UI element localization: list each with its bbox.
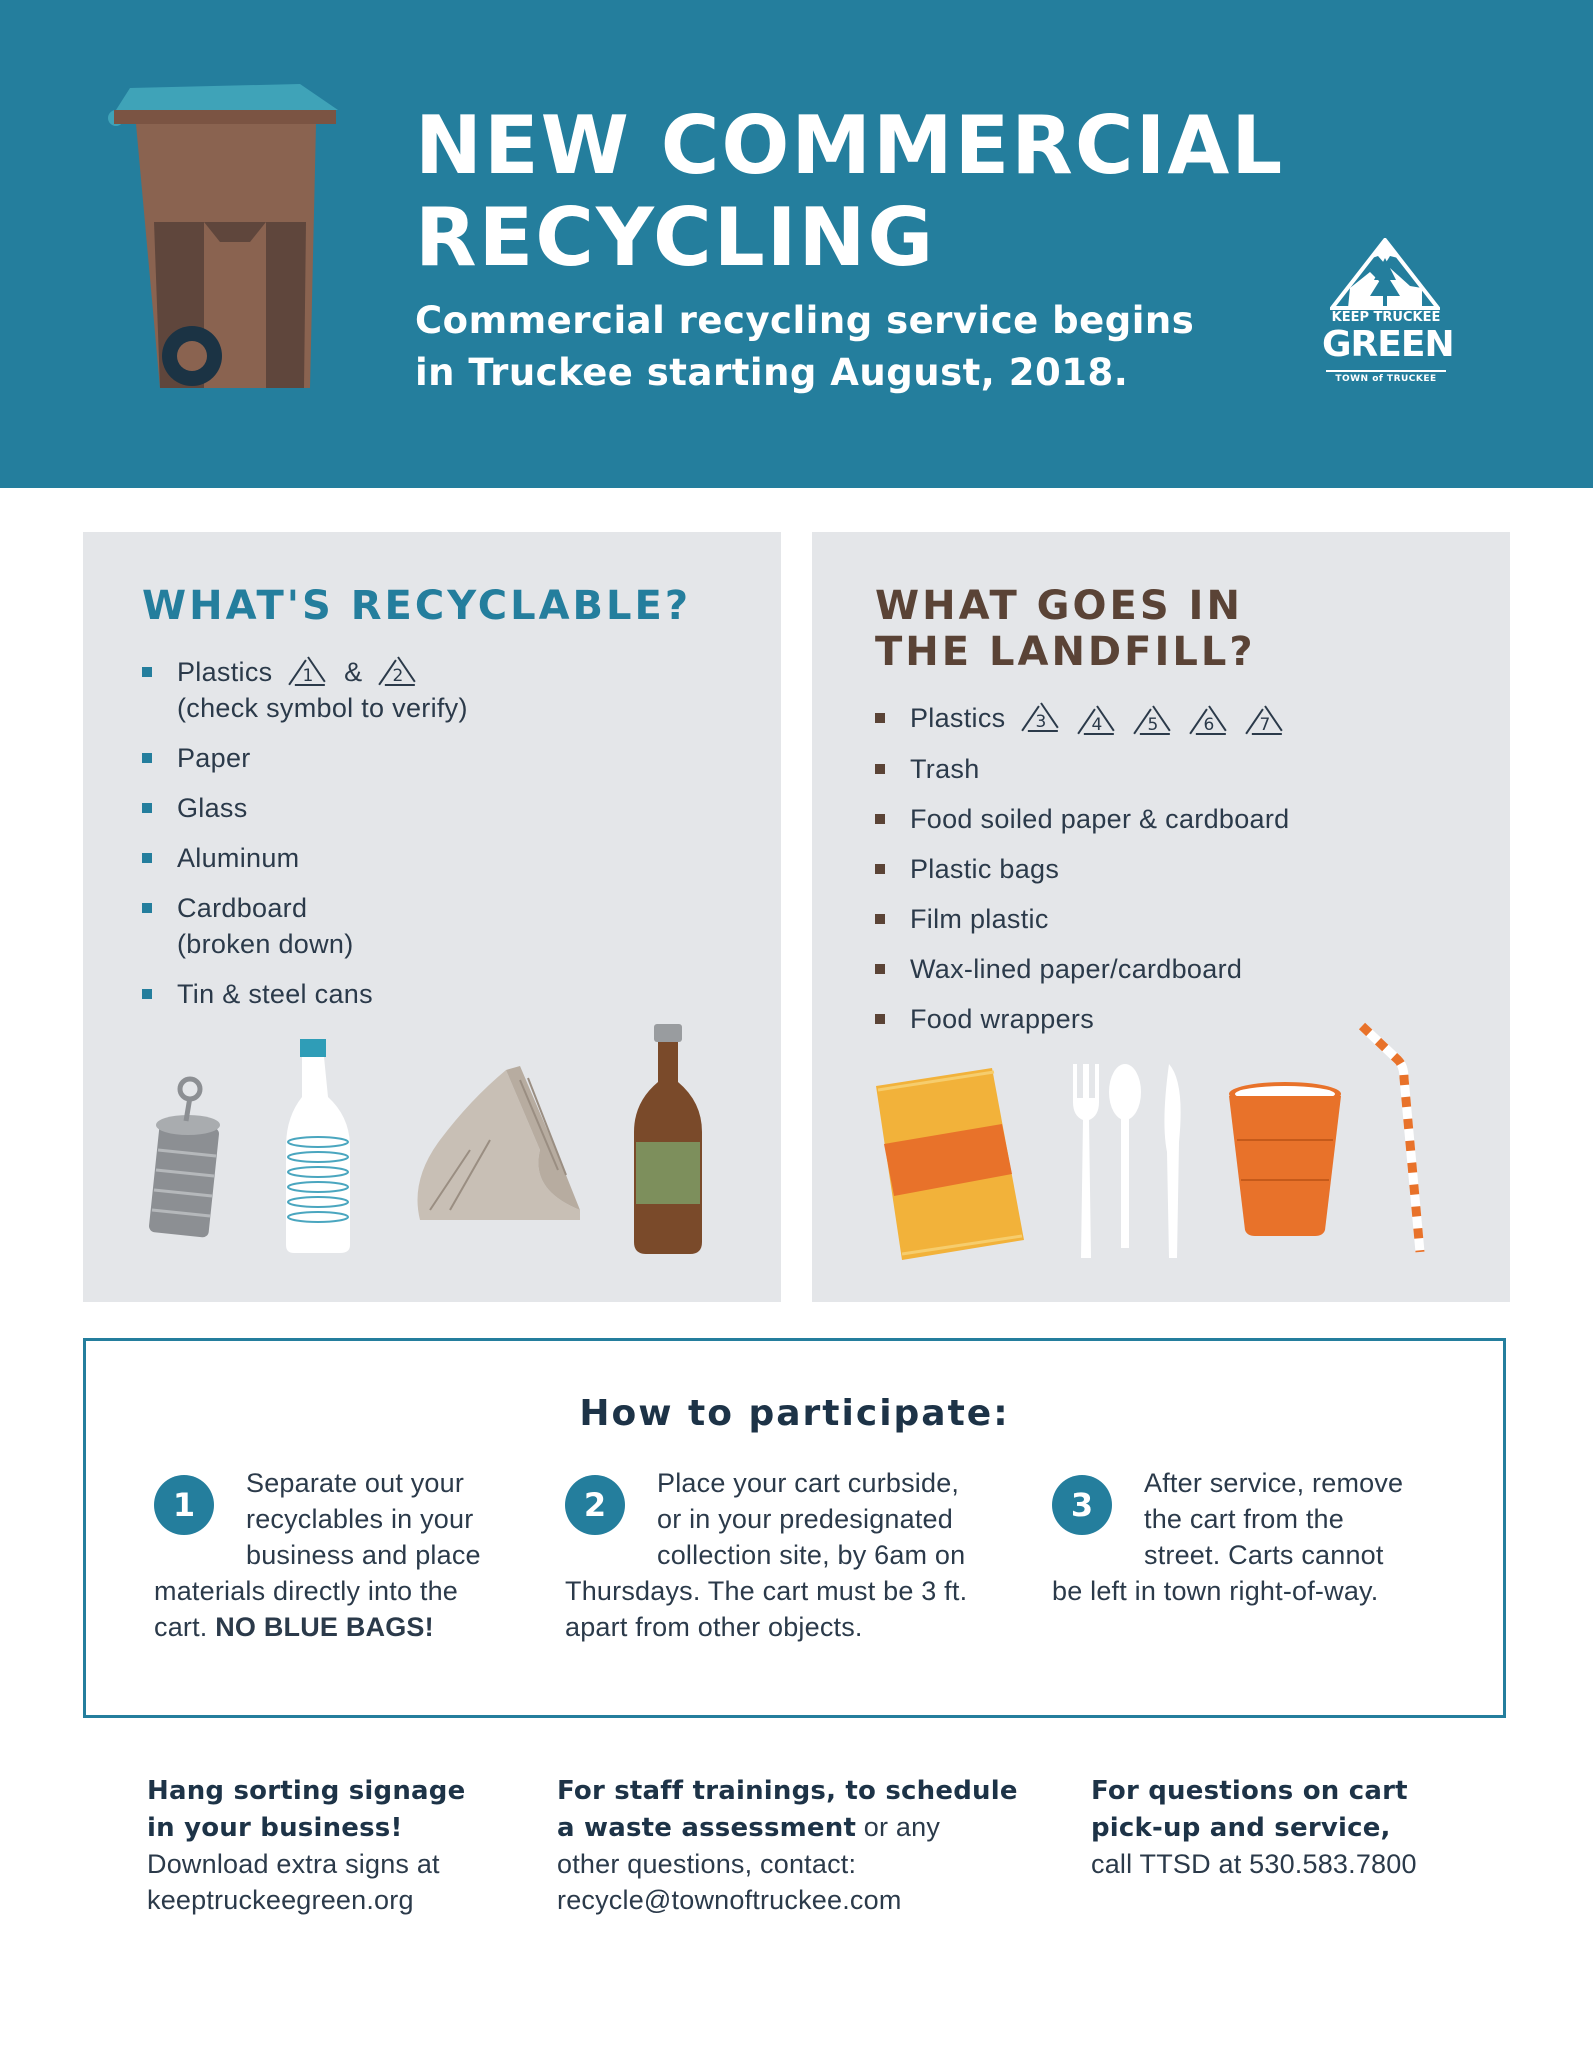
step-2-number: 2 [565, 1475, 625, 1535]
list-item: Cardboard (broken down) [142, 890, 742, 962]
footer-staff-training: For staff trainings, to schedule a waste assessment or any other questions, contact: recycle@townoftruckee.com [557, 1772, 1027, 1918]
step-1-text: Separate out your recyclables in your business and place materials directly into the cart. NO BLUE BAGS! [154, 1468, 481, 1642]
list-item: Food wrappers [875, 1001, 1495, 1037]
bullet-icon [142, 903, 152, 913]
step-3-text: After service, remove the cart from the street. Carts cannot be left in town right-of-way. [1052, 1468, 1404, 1606]
list-item: Plastics 3 4 5 6 7 [875, 700, 1495, 737]
list-item: Trash [875, 751, 1495, 787]
title-line-1: NEW COMMERCIAL [415, 99, 1285, 192]
list-item: Plastic bags [875, 851, 1495, 887]
recycle-symbol-3-icon [1019, 700, 1063, 734]
bullet-icon [142, 803, 152, 813]
bullet-icon [875, 764, 885, 774]
logo-text-keep-truckee: KEEP TRUCKEE [1331, 310, 1441, 325]
list-item: Glass [142, 790, 742, 826]
recycle-symbol-2-icon [376, 654, 420, 688]
step-1-number: 1 [154, 1475, 214, 1535]
food-wrapper-icon [872, 1064, 1032, 1264]
svg-text:7: 7 [1258, 714, 1271, 735]
list-item: Film plastic [875, 901, 1495, 937]
svg-text:6: 6 [1203, 714, 1215, 735]
svg-text:5: 5 [1147, 714, 1159, 735]
logo-text-green: GREEN [1322, 324, 1454, 365]
recycling-cart-illustration [100, 82, 350, 392]
website-link[interactable]: keeptruckeegreen.org [147, 1885, 414, 1915]
mountain-tree-logo-icon [1330, 238, 1440, 310]
plastic-cup-icon [1225, 1080, 1345, 1240]
recycle-symbol-1-icon [286, 654, 330, 688]
bullet-icon [142, 667, 152, 677]
subtitle-line-2: in Truckee starting August, 2018. [415, 351, 1129, 394]
bullet-icon [875, 1014, 885, 1024]
bullet-icon [875, 964, 885, 974]
recyclable-list [142, 654, 742, 1026]
list-item: Aluminum [142, 840, 742, 876]
landfill-heading-line-2: THE LANDFILL? [875, 629, 1256, 675]
list-item: Wax-lined paper/cardboard [875, 951, 1495, 987]
recycle-symbol-4-icon [1075, 703, 1119, 737]
plastic-cutlery-icon [1065, 1062, 1195, 1262]
list-item: Plastics 1 & 2 (check symbol to verify) [142, 654, 742, 726]
recycle-symbol-7-icon [1243, 703, 1287, 737]
subtitle-line-1: Commercial recycling service begins [415, 299, 1195, 342]
step-2-text: Place your cart curbside, or in your predesignated collection site, by 6am on Thursdays. The cart must be 3 ft. apart from other objects. [565, 1468, 968, 1642]
list-item-note: (check symbol to verify) [177, 693, 468, 723]
svg-text:4: 4 [1091, 714, 1103, 735]
list-item: Tin & steel cans [142, 976, 742, 1012]
list-item: Food soiled paper & cardboard [875, 801, 1495, 837]
tin-can-icon [140, 1075, 240, 1245]
recycle-symbol-5-icon [1131, 703, 1175, 737]
footer-cart-questions: For questions on cart pick-up and service, call TTSD at 530.583.7800 [1091, 1772, 1511, 1882]
svg-text:1: 1 [302, 665, 314, 686]
bullet-icon [875, 864, 885, 874]
bullet-icon [875, 914, 885, 924]
bullet-icon [875, 814, 885, 824]
recyclable-heading: WHAT'S RECYCLABLE? [142, 583, 692, 629]
glass-bottle-icon [630, 1022, 706, 1258]
page-title [415, 100, 1284, 284]
landfill-heading-line-1: WHAT GOES IN [875, 583, 1243, 629]
page-subtitle [415, 295, 1194, 399]
landfill-list [875, 700, 1495, 1051]
list-item: Paper [142, 740, 742, 776]
bullet-icon [142, 989, 152, 999]
bullet-icon [142, 753, 152, 763]
bullet-icon [142, 853, 152, 863]
list-item-note: (broken down) [177, 929, 354, 959]
title-line-2: RECYCLING [415, 191, 936, 284]
email-link[interactable]: recycle@townoftruckee.com [557, 1885, 902, 1915]
bullet-icon [875, 713, 885, 723]
plastic-bottle-icon [282, 1037, 354, 1255]
svg-text:2: 2 [392, 665, 404, 686]
landfill-heading [875, 583, 1256, 675]
newspaper-icon [410, 1060, 590, 1230]
recycle-symbol-6-icon [1187, 703, 1231, 737]
step-3-number: 3 [1052, 1475, 1112, 1535]
participate-title: How to participate: [579, 1393, 1010, 1434]
svg-text:3: 3 [1035, 711, 1047, 732]
footer-signage: Hang sorting signage in your business! Download extra signs at keeptruckeegreen.org [147, 1772, 507, 1918]
straw-icon [1358, 1020, 1438, 1260]
phone-contact: call TTSD at 530.583.7800 [1091, 1849, 1417, 1879]
no-blue-bags-emphasis: NO BLUE BAGS! [215, 1612, 434, 1642]
logo-text-town: TOWN of TRUCKEE [1326, 370, 1446, 384]
